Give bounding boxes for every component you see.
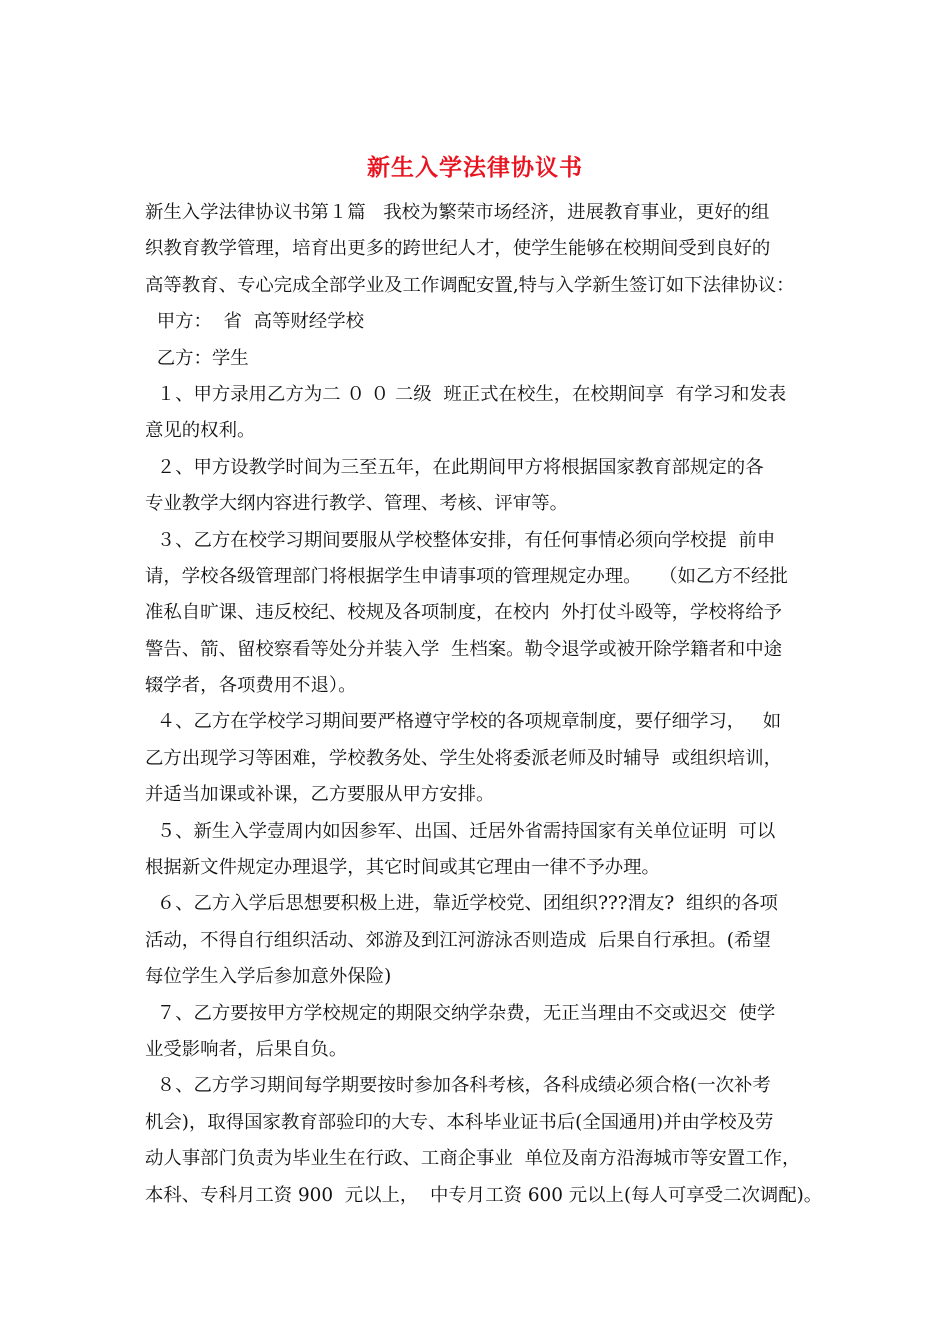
text-line: ４、乙方在学校学习期间要严格遵守学校的各项规章制度，要仔细学习， 如 — [145, 711, 782, 733]
text-line: ５、新生入学壹周内如因参军、出国、迁居外省需持国家有关单位证明 可以 — [145, 820, 776, 842]
text-line: ２、甲方设教学时间为三至五年，在此期间甲方将根据国家教育部规定的各 — [145, 456, 764, 478]
text-line: 意见的权利。 — [145, 420, 256, 442]
text-line: 活动，不得自行组织活动、郊游及到江河游泳否则造成 后果自行承担。(希望 — [145, 929, 771, 951]
text-line: 本科、专科月工资 900 元以上， 中专月工资 600 元以上(每人可享受二次调配)。 — [145, 1184, 823, 1206]
text-line: 请，学校各级管理部门将根据学生申请事项的管理规定办理。 （如乙方不经批 — [145, 565, 788, 587]
document-body — [145, 195, 825, 1214]
text-line: 机会)，取得国家教育部验印的大专、本科毕业证书后(全国通用)并由学校及劳 — [145, 1111, 774, 1133]
text-line: 根据新文件规定办理退学，其它时间或其它理由一律不予办理。 — [145, 857, 660, 879]
text-line: ６、乙方入学后思想要积极上进，靠近学校党、团组织???渭友? 组织的各项 — [145, 893, 778, 915]
text-line: 织教育教学管理，培育出更多的跨世纪人才，使学生能够在校期间受到良好的 — [145, 238, 771, 260]
text-line: 辍学者，各项费用不退）。 — [145, 675, 357, 697]
text-line: 专业教学大纲内容进行教学、管理、考核、评审等。 — [145, 493, 568, 515]
text-line: 警告、箭、留校察看等处分并装入学 生档案。勒令退学或被开除学籍者和中途 — [145, 638, 782, 660]
text-line: ７、乙方要按甲方学校规定的期限交纳学杂费，无正当理由不交或迟交 使学 — [145, 1002, 776, 1024]
document-title: 新生入学法律协议书 — [367, 154, 583, 181]
text-line: 甲方： 省 高等财经学校 — [145, 311, 364, 333]
text-line: 乙方：学生 — [145, 347, 249, 369]
text-line: 每位学生入学后参加意外保险) — [145, 966, 392, 988]
text-line: 高等教育、专心完成全部学业及工作调配安置,特与入学新生签订如下法律协议： — [145, 274, 795, 296]
text-line: 业受影响者，后果自负。 — [145, 1038, 348, 1060]
text-line: 乙方出现学习等困难，学校教务处、学生处将委派老师及时辅导 或组织培训， — [145, 747, 782, 769]
text-line: 新生入学法律协议书第１篇 我校为繁荣市场经济，进展教育事业，更好的组 — [145, 202, 770, 223]
text-line: 准私自旷课、违反校纪、校规及各项制度，在校内 外打仗斗殴等，学校将给予 — [145, 602, 782, 624]
text-line: １、甲方录用乙方为二 ０ ０ 二级 班正式在校生，在校期间享 有学习和发表 — [145, 383, 787, 405]
text-line: ３、乙方在校学习期间要服从学校整体安排，有任何事情必须向学校提 前申 — [145, 529, 776, 551]
text-line: 并适当加课或补课，乙方要服从甲方安排。 — [145, 784, 495, 806]
text-line: 动人事部门负责为毕业生在行政、工商企事业 单位及南方沿海城市等安置工作， — [145, 1148, 801, 1170]
text-line: ８、乙方学习期间每学期要按时参加各科考核，各科成绩必须合格(一次补考 — [145, 1075, 771, 1097]
